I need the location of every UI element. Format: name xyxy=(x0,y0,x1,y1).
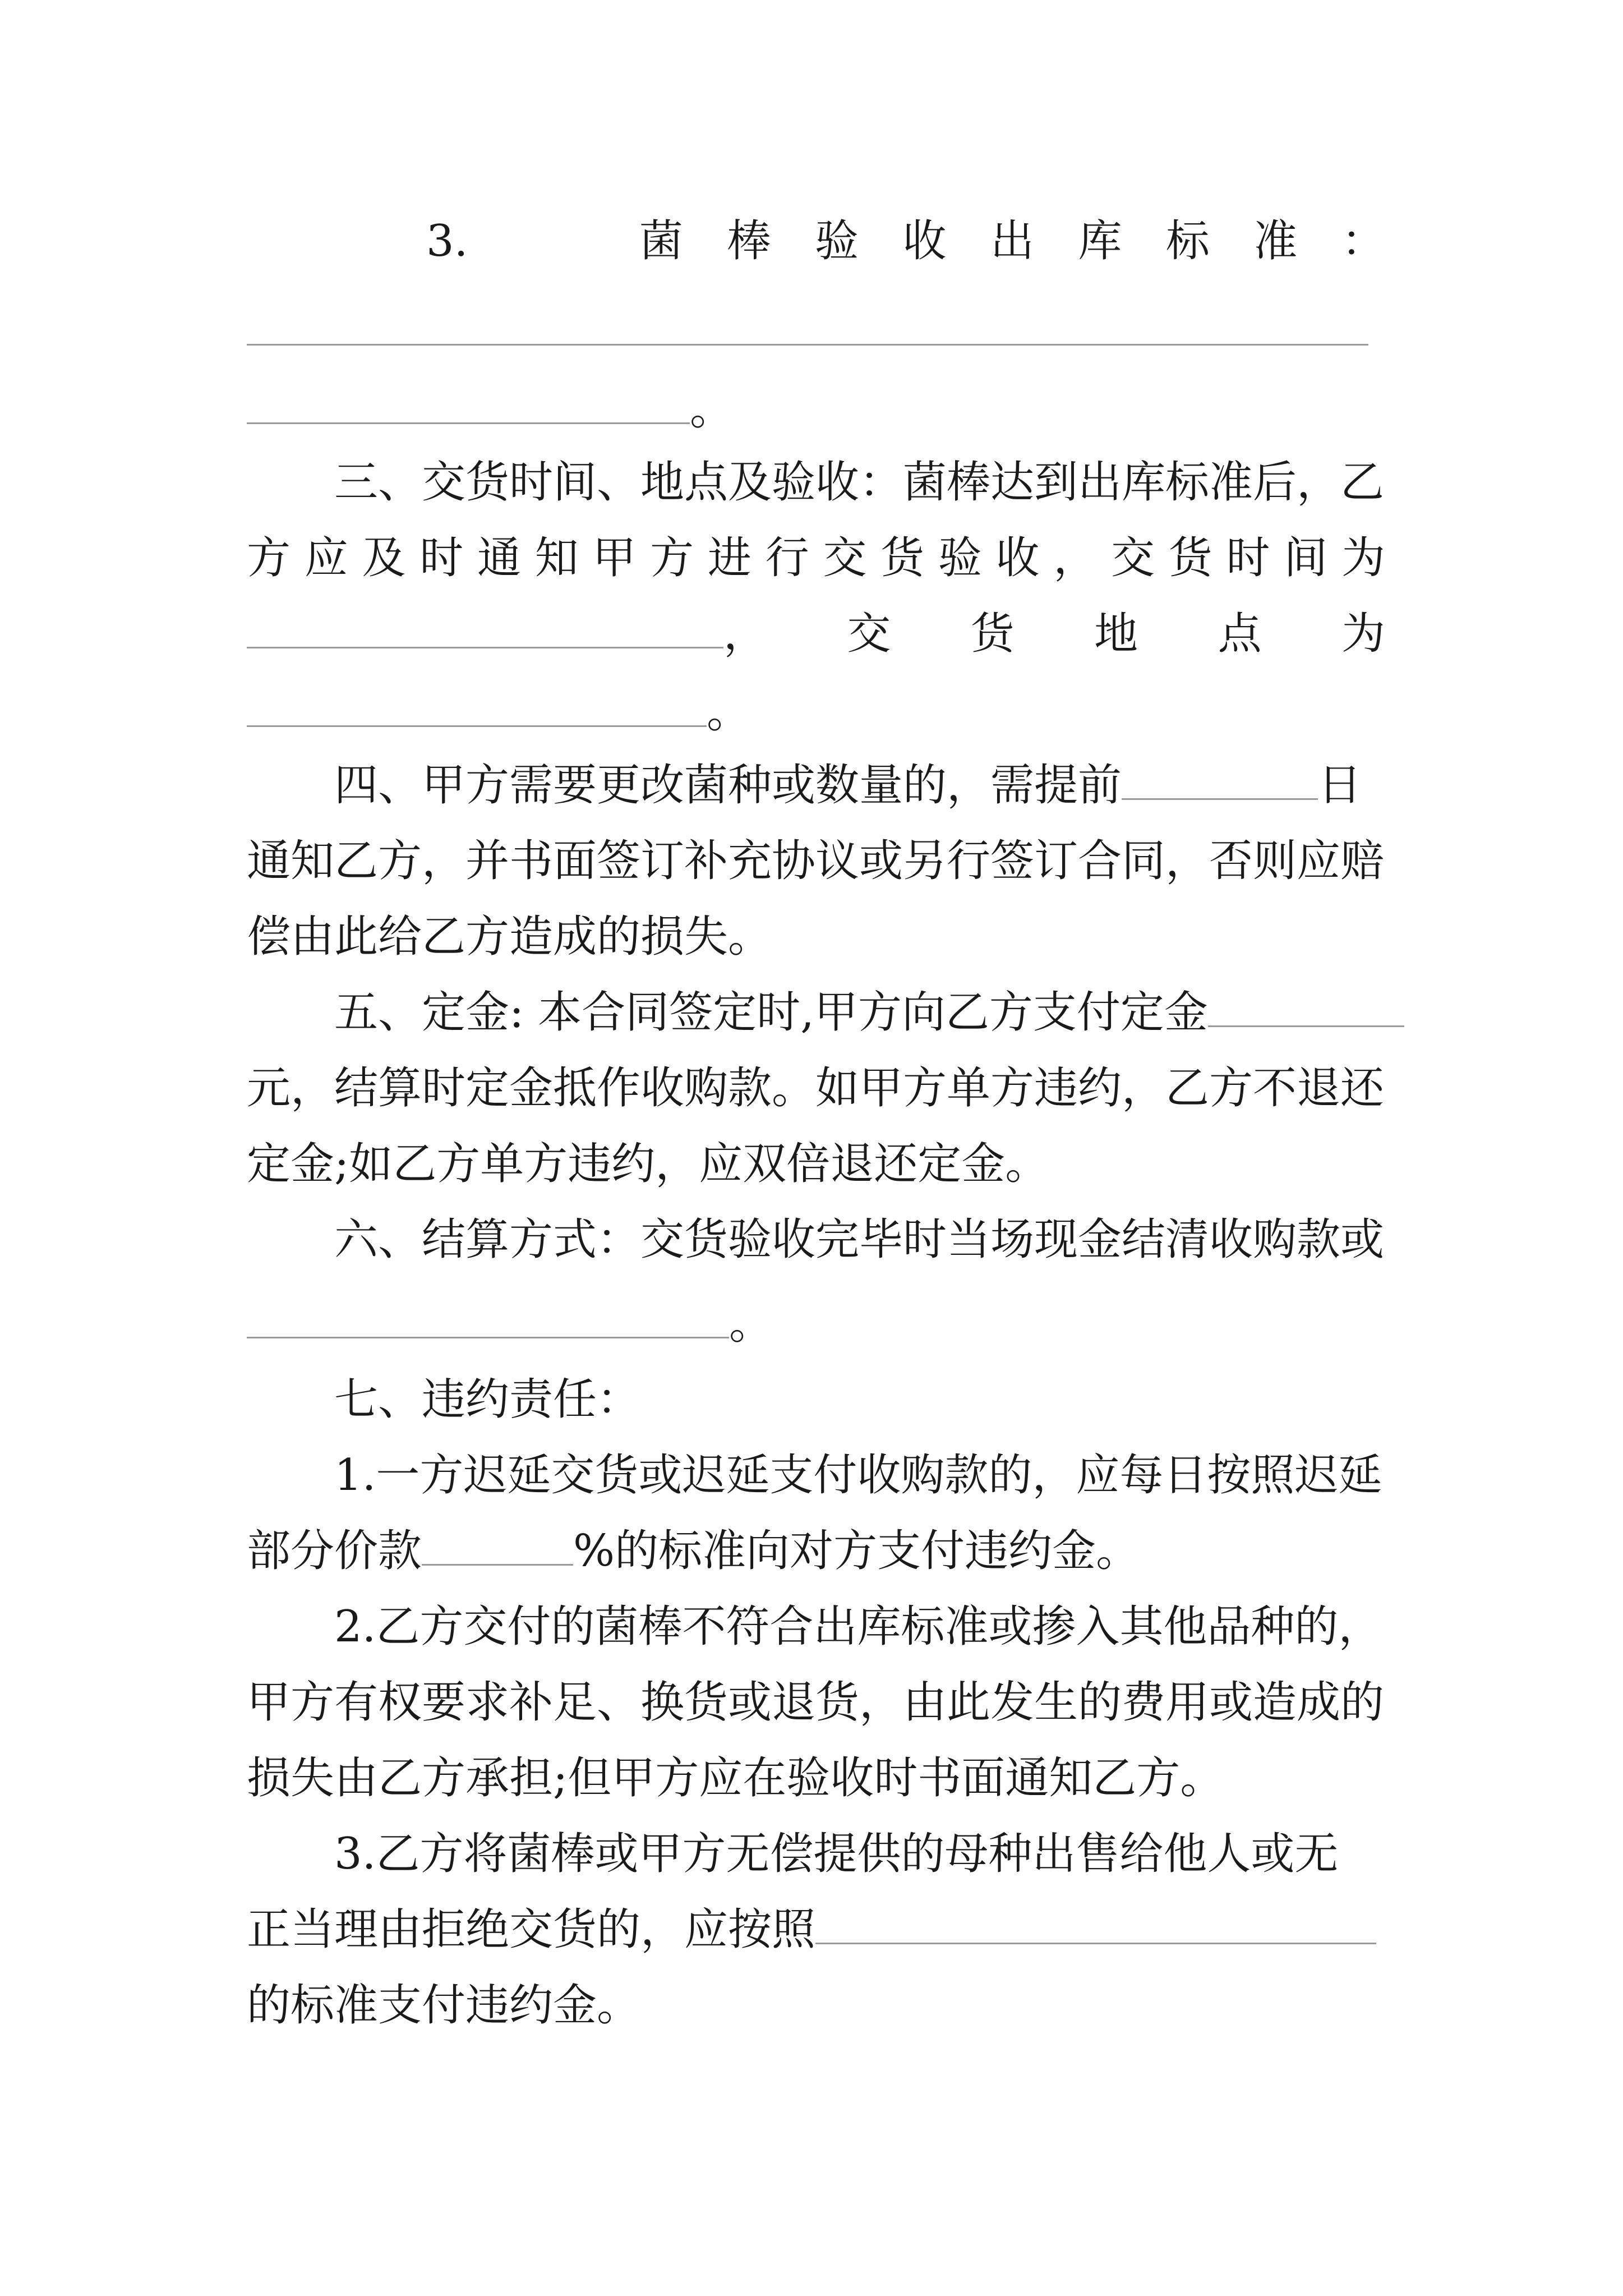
section-6-line-2 xyxy=(247,1285,1385,1363)
section-3-line-2 xyxy=(247,519,1385,597)
text-char: 应 xyxy=(304,533,348,583)
section-7-item-3-line-2 xyxy=(247,1890,1385,1969)
section-7-item-1-line-2 xyxy=(247,1512,1385,1590)
text-char: 货 xyxy=(880,533,925,583)
section-7-item-2-line-2: 甲方有权要求补足、换货或退货，由此发生的费用或造成的 xyxy=(247,1677,1385,1728)
text-char: 甲 xyxy=(592,533,637,583)
delivery-place-blank[interactable] xyxy=(247,691,707,727)
item-1-text: 部分价款 xyxy=(247,1526,422,1576)
period: 。 xyxy=(690,384,734,435)
text-char: 方 xyxy=(247,533,291,583)
text-char: 通 xyxy=(477,533,521,583)
section-5-text: 五、定金: 本合同签定时,甲方向乙方支付定金 xyxy=(334,987,1208,1038)
text-char: 间 xyxy=(1284,533,1328,583)
text-char: 交 xyxy=(847,609,891,659)
penalty-percent-blank[interactable] xyxy=(422,1529,573,1566)
item-1-text: %的标准向对方支付违约金。 xyxy=(573,1526,1140,1576)
text-char: 行 xyxy=(765,533,809,583)
blank-field[interactable] xyxy=(247,309,1368,346)
text-char: 为 xyxy=(1341,533,1385,583)
section-3-line-1: 三、交货时间、地点及验收：菌棒达到出库标准后，乙 xyxy=(334,457,1385,508)
item-3-text: 正当理由拒绝交货的，应按照 xyxy=(247,1904,816,1955)
text-char: 收 xyxy=(995,533,1040,583)
section-7-item-3-line-3: 的标准支付违约金。 xyxy=(247,1980,641,2031)
comma: ， xyxy=(723,609,768,659)
delivery-time-blank[interactable] xyxy=(247,612,723,648)
text-char: 点 xyxy=(1218,609,1262,659)
section-3-line-3 xyxy=(247,595,1385,673)
text-char: 知 xyxy=(534,533,579,583)
period: 。 xyxy=(729,1299,773,1349)
item3-number: 3. xyxy=(426,216,468,266)
section-5-line-3: 定金;如乙方单方违约，应双倍退还定金。 xyxy=(247,1139,1049,1189)
text-char: 方 xyxy=(650,533,694,583)
section-7-item-3-line-1: 3.乙方将菌棒或甲方无偿提供的母种出售给他人或无 xyxy=(334,1829,1339,1879)
section-5-line-1 xyxy=(247,973,1385,1052)
text-char: 为 xyxy=(1341,609,1385,659)
heading-char: 准 xyxy=(1253,216,1298,266)
section-4-line-2: 通知乙方，并书面签订补充协议或另行签订合同，否则应赔 xyxy=(247,836,1385,886)
text-char: 地 xyxy=(1094,609,1138,659)
item3-heading xyxy=(247,202,1385,280)
heading-char: 菌 xyxy=(639,216,684,266)
text-char: 时 xyxy=(419,533,464,583)
text-char: 及 xyxy=(362,533,406,583)
text-char: ， xyxy=(1053,533,1098,583)
blank-field[interactable] xyxy=(247,388,690,424)
breach-standard-blank[interactable] xyxy=(815,1908,1376,1944)
section-7-item-2-line-1: 2.乙方交付的菌棒不符合出库标准或掺入其他品种的， xyxy=(334,1602,1382,1652)
settlement-blank[interactable] xyxy=(247,1302,729,1338)
heading-colon: ： xyxy=(1341,216,1385,266)
section-6-line-1: 六、结算方式：交货验收完毕时当场现金结清收购款或 xyxy=(334,1214,1385,1265)
section-7-title: 七、违约责任： xyxy=(334,1374,641,1425)
heading-char: 收 xyxy=(902,216,947,266)
heading-char: 棒 xyxy=(727,216,771,266)
heading-char: 验 xyxy=(814,216,859,266)
text-char: 进 xyxy=(707,533,751,583)
fill-line xyxy=(247,292,1385,370)
heading-char: 出 xyxy=(990,216,1034,266)
section-5-line-2: 元，结算时定金抵作收购款。如甲方单方违约，乙方不退还 xyxy=(247,1063,1385,1114)
text-char: 交 xyxy=(823,533,867,583)
text-char: 时 xyxy=(1226,533,1270,583)
section-7-item-2-line-3: 损失由乙方承担;但甲方应在验收时书面通知乙方。 xyxy=(247,1753,1224,1803)
day-unit: 日 xyxy=(1318,760,1362,811)
section-4-line-3: 偿由此给乙方造成的损失。 xyxy=(247,912,772,962)
section-7-item-1-line-1: 1.一方迟延交货或迟延支付收购款的，应每日按照迟延 xyxy=(334,1450,1382,1501)
section-4-line-1 xyxy=(247,746,1385,825)
text-char: 货 xyxy=(1168,533,1212,583)
section-3-line-4 xyxy=(247,673,1385,752)
text-char: 交 xyxy=(1111,533,1155,583)
heading-char: 库 xyxy=(1078,216,1122,266)
text-char: 验 xyxy=(938,533,982,583)
section-4-text: 四、甲方需要更改菌种或数量的，需提前 xyxy=(334,760,1122,811)
notice-days-blank[interactable] xyxy=(1122,763,1318,800)
heading-char: 标 xyxy=(1165,216,1210,266)
period: 。 xyxy=(707,687,751,738)
fill-line xyxy=(247,370,1385,449)
deposit-blank[interactable] xyxy=(1208,991,1404,1027)
text-char: 货 xyxy=(970,609,1015,659)
